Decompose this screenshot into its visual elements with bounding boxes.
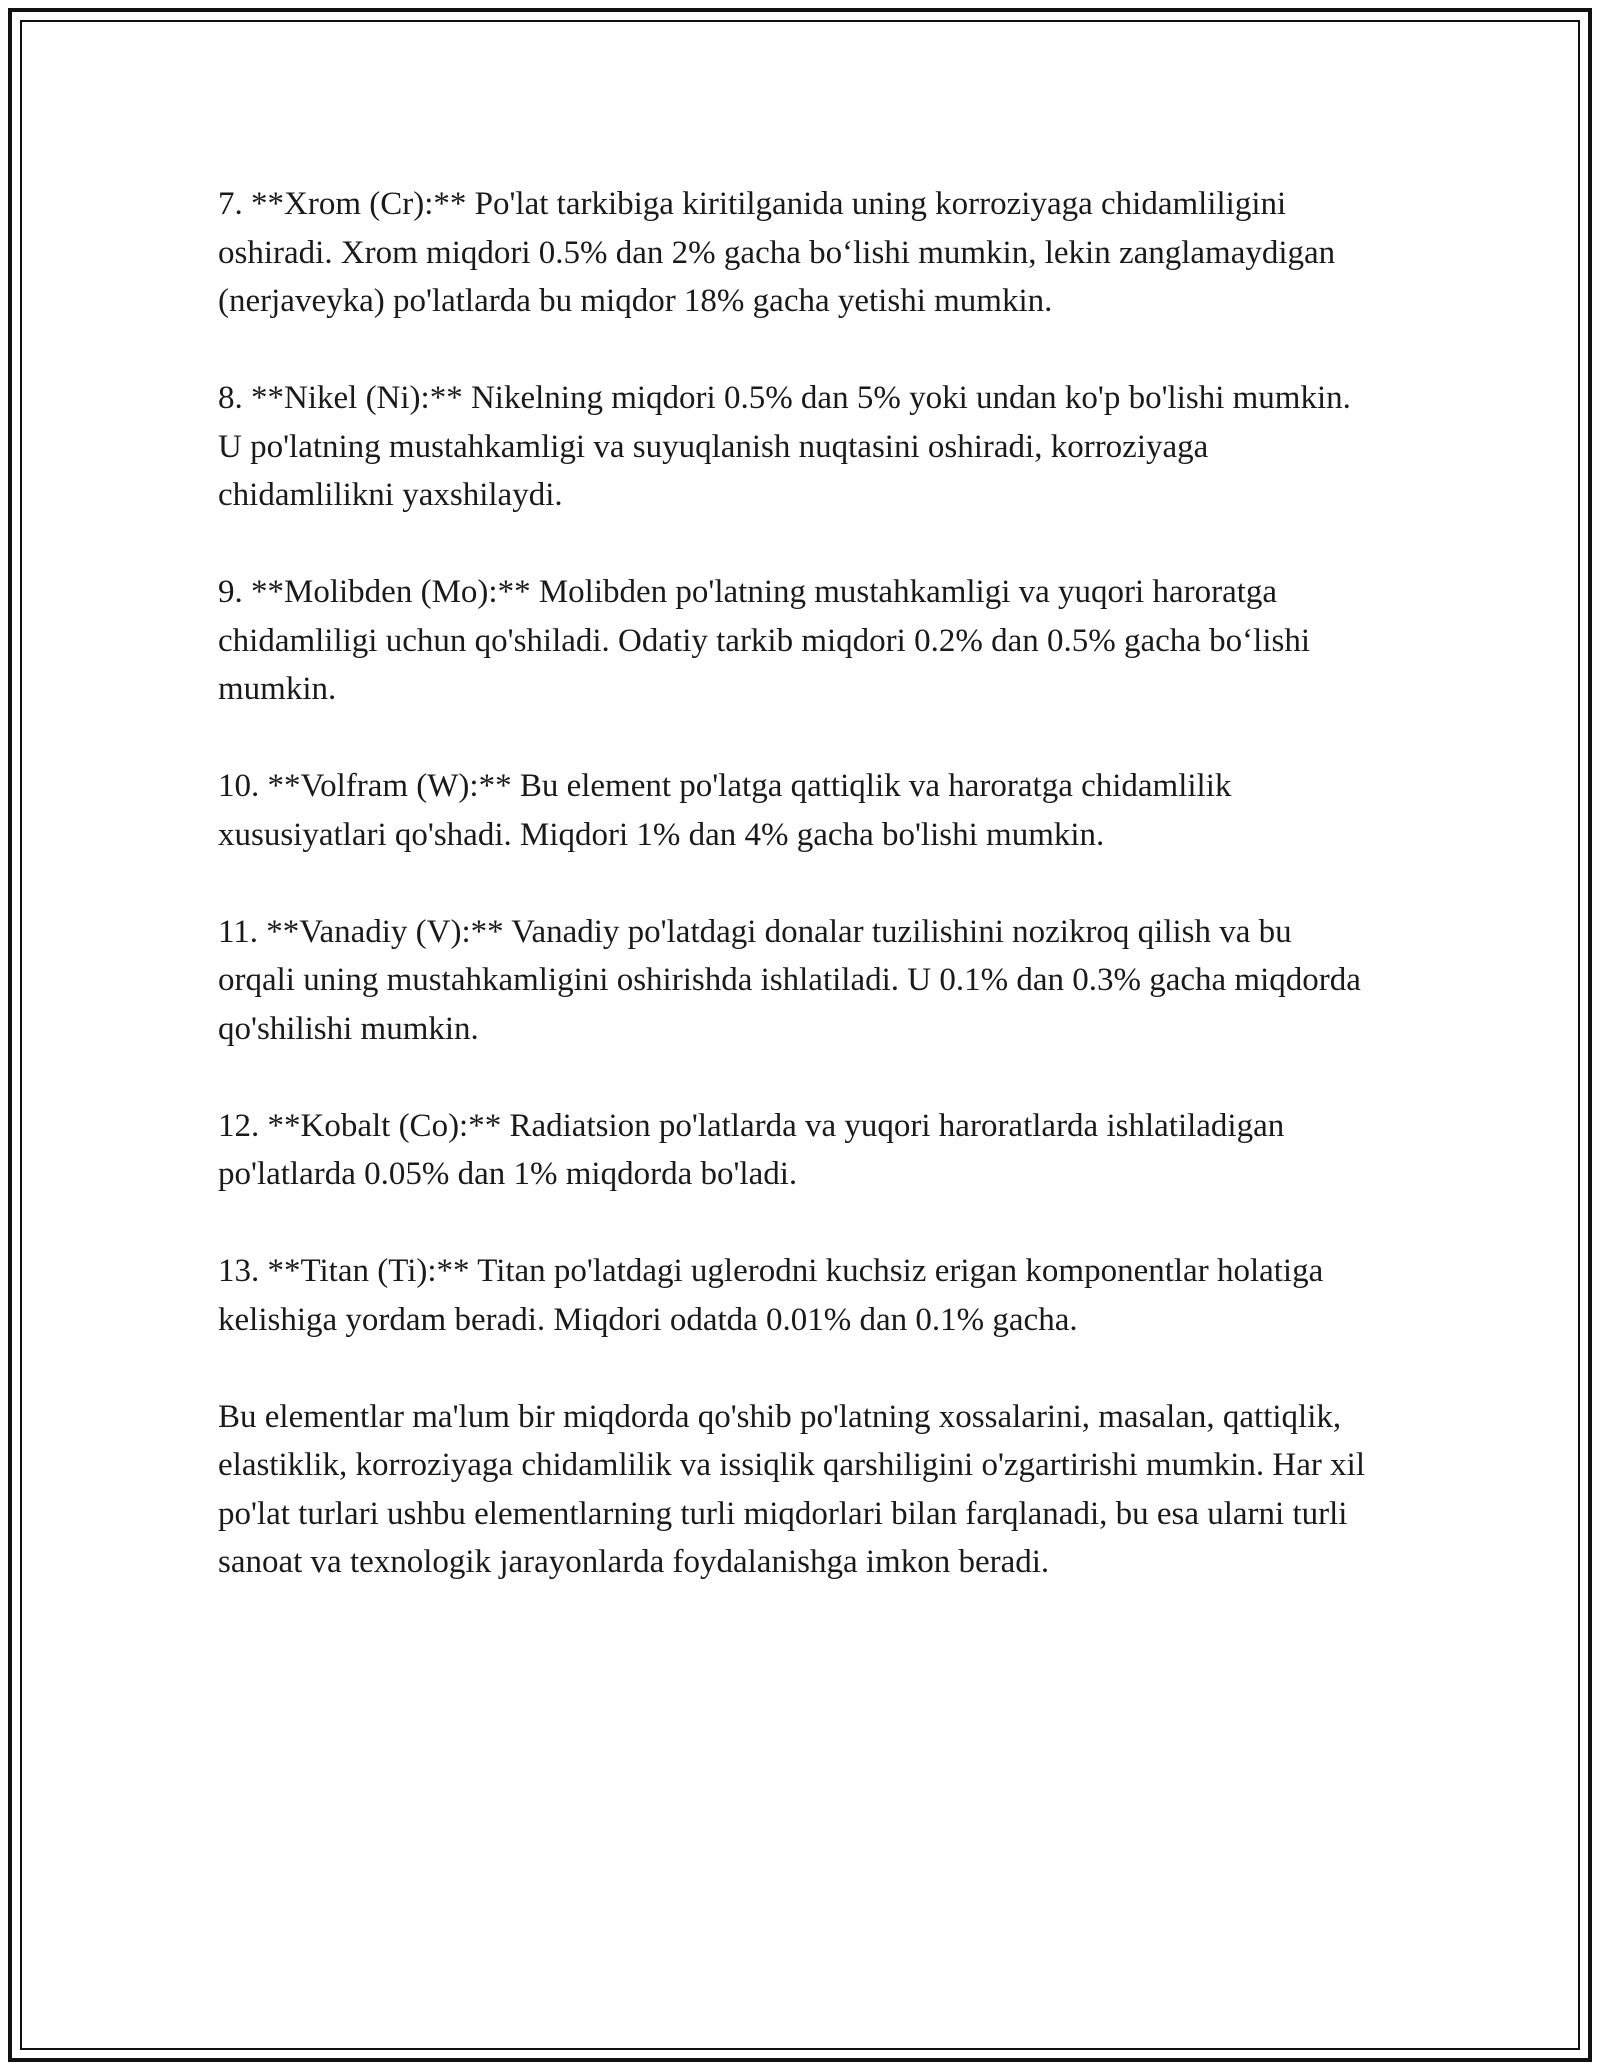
paragraph-molybdenum: 9. **Molibden (Mo):** Molibden po'latning mustahkamligi va yuqori haroratga chidamliligi uchun qo'shiladi. Odatiy tarkib miqdori 0.2% dan 0.5% gacha bo‘lishi mumkin.: [218, 574, 1310, 707]
document-body: [218, 180, 1368, 1587]
paragraph-summary: Bu elementlar ma'lum bir miqdorda qo'shib po'latning xossalarini, masalan, qattiqlik, elastiklik, korroziyaga chidamlilik va issiqlik qarshiligini o'zgartirishi mumkin. Har xil po'lat turlari ushbu elementlarning turli miqdorlari bilan farqlanadi, bu esa ularni turli sanoat va texnologik jarayonlarda foydalanishga imkon beradi.: [218, 1398, 1365, 1580]
paragraph-vanadium: 11. **Vanadiy (V):** Vanadiy po'latdagi donalar tuzilishini nozikroq qilish va bu orqali uning mustahkamligini oshirishda ishlatiladi. U 0.1% dan 0.3% gacha miqdorda qo'shilishi mumkin.: [218, 913, 1361, 1047]
paragraph-chromium: 7. **Xrom (Cr):** Po'lat tarkibiga kiritilganida uning korroziyaga chidamliligini oshiradi. Xrom miqdori 0.5% dan 2% gacha bo‘lishi mumkin, lekin zanglamaydigan (nerjaveyka) po'latlarda bu miqdor 18% gacha yetishi mumkin.: [218, 186, 1336, 319]
paragraph-titanium: 13. **Titan (Ti):** Titan po'latdagi uglerodni kuchsiz erigan komponentlar holatiga kelishiga yordam beradi. Miqdori odatda 0.01% dan 0.1% gacha.: [218, 1253, 1324, 1338]
paragraph-nickel: 8. **Nikel (Ni):** Nikelning miqdori 0.5% dan 5% yoki undan ko'p bo'lishi mumkin. U po'latning mustahkamligi va suyuqlanish nuqtasini oshiradi, korroziyaga chidamlilikni yaxshilaydi.: [218, 380, 1351, 513]
paragraph-cobalt: 12. **Kobalt (Co):** Radiatsion po'latlarda va yuqori haroratlarda ishlatiladigan po'latlarda 0.05% dan 1% miqdorda bo'ladi.: [218, 1107, 1285, 1192]
paragraph-tungsten: 10. **Volfram (W):** Bu element po'latga qattiqlik va haroratga chidamlilik xususiyatlari qo'shadi. Miqdori 1% dan 4% gacha bo'lishi mumkin.: [218, 768, 1232, 853]
